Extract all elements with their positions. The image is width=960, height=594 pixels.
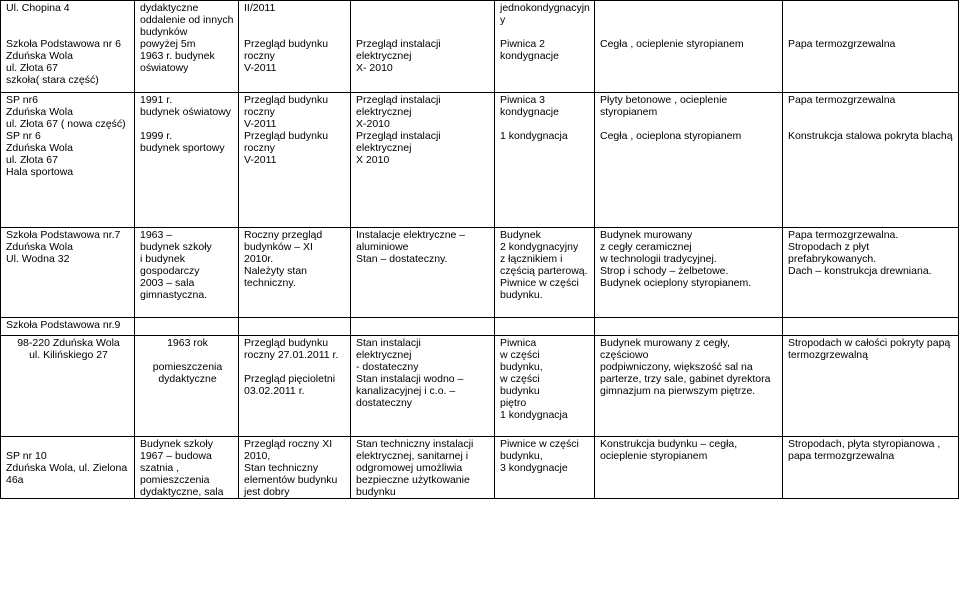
table-cell: 1963 rok pomieszczenia dydaktyczne [135, 336, 239, 437]
table-row [1, 437, 959, 499]
table-cell [783, 318, 959, 336]
table-cell: Piwnica w części budynku, w części budynku piętro 1 kondygnacja [495, 336, 595, 437]
table-cell: SP nr 10 Zduńska Wola, ul. Zielona 46a [1, 437, 135, 499]
table-cell [351, 318, 495, 336]
table-cell: 1963 – budynek szkoły i budynek gospodarczy 2003 – sala gimnastyczna. [135, 228, 239, 318]
table-cell: Przegląd budynku roczny 27.01.2011 r. Przegląd pięcioletni 03.02.2011 r. [239, 336, 351, 437]
table-cell: Ul. Chopina 4 Szkoła Podstawowa nr 6 Zduńska Wola ul. Złota 67 szkoła( stara część) [1, 1, 135, 93]
table-row [1, 1, 959, 93]
table-cell [135, 318, 239, 336]
table-cell: Stropodach, płyta styropianowa , papa termozgrzewalna [783, 437, 959, 499]
table-cell: Papa termozgrzewalna Konstrukcja stalowa pokryta blachą [783, 93, 959, 228]
table-cell [595, 318, 783, 336]
table-cell: Przegląd instalacji elektrycznej X- 2010 [351, 1, 495, 93]
table-cell: Przegląd roczny XI 2010, Stan techniczny elementów budynku jest dobry [239, 437, 351, 499]
table-cell: Papa termozgrzewalna [783, 1, 959, 93]
table-cell: II/2011 Przegląd budynku roczny V-2011 [239, 1, 351, 93]
table-row [1, 336, 959, 437]
table-cell: Szkoła Podstawowa nr.7 Zduńska Wola Ul. Wodna 32 [1, 228, 135, 318]
table-cell: Budynek 2 kondygnacyjny z łącznikiem i częścią parterową. Piwnice w części budynku. [495, 228, 595, 318]
table-cell: 1991 r. budynek oświatowy 1999 r. budynek sportowy [135, 93, 239, 228]
table-cell: Piwnice w części budynku, 3 kondygnacje [495, 437, 595, 499]
table-cell: dydaktyczne oddalenie od innych budynków powyżej 5m 1963 r. budynek oświatowy [135, 1, 239, 93]
table-cell: Papa termozgrzewalna. Stropodach z płyt prefabrykowanych. Dach – konstrukcja drewniana. [783, 228, 959, 318]
table-cell: Stropodach w całości pokryty papą termozgrzewalną [783, 336, 959, 437]
table-cell: Stan instalacji elektrycznej - dostateczny Stan instalacji wodno – kanalizacyjnej i c.o. – dostateczny [351, 336, 495, 437]
table-cell: Budynek szkoły 1967 – budowa szatnia , pomieszczenia dydaktyczne, sala [135, 437, 239, 499]
table-row [1, 318, 959, 336]
table-cell: Piwnica 3 kondygnacje 1 kondygnacja [495, 93, 595, 228]
table-row [1, 228, 959, 318]
table-cell: Szkoła Podstawowa nr.9 [1, 318, 135, 336]
table-cell: Konstrukcja budynku – cegła, ocieplenie styropianem [595, 437, 783, 499]
table-cell: jednokondygnacyjn y Piwnica 2 kondygnacje [495, 1, 595, 93]
table-cell: Budynek murowany z cegły ceramicznej w technologii tradycyjnej. Strop i schody – żelbetowe. Budynek ocieplony styropianem. [595, 228, 783, 318]
table-cell: Budynek murowany z cegły, częściowo podpiwniczony, większość sal na parterze, trzy sale, gabinet dyrektora gimnazjum na pierwszym piętrze. [595, 336, 783, 437]
table-cell [495, 318, 595, 336]
table-cell: Przegląd instalacji elektrycznej X-2010 Przegląd instalacji elektrycznej X 2010 [351, 93, 495, 228]
table-row [1, 93, 959, 228]
table-cell: Roczny przegląd budynków – XI 2010r. Należyty stan techniczny. [239, 228, 351, 318]
table-cell: Przegląd budynku roczny V-2011 Przegląd budynku roczny V-2011 [239, 93, 351, 228]
table-cell: Instalacje elektryczne – aluminiowe Stan – dostateczny. [351, 228, 495, 318]
table-cell: 98-220 Zduńska Wola ul. Kilińskiego 27 [1, 336, 135, 437]
table-cell [239, 318, 351, 336]
table-cell: Cegła , ocieplenie styropianem [595, 1, 783, 93]
table-cell: Stan techniczny instalacji elektrycznej, sanitarnej i odgromowej umożliwia bezpieczne użytkowanie budynku [351, 437, 495, 499]
table-cell: SP nr6 Zduńska Wola ul. Złota 67 ( nowa część) SP nr 6 Zduńska Wola ul. Złota 67 Hala sportowa [1, 93, 135, 228]
table-cell: Płyty betonowe , ocieplenie styropianem Cegła , ocieplona styropianem [595, 93, 783, 228]
